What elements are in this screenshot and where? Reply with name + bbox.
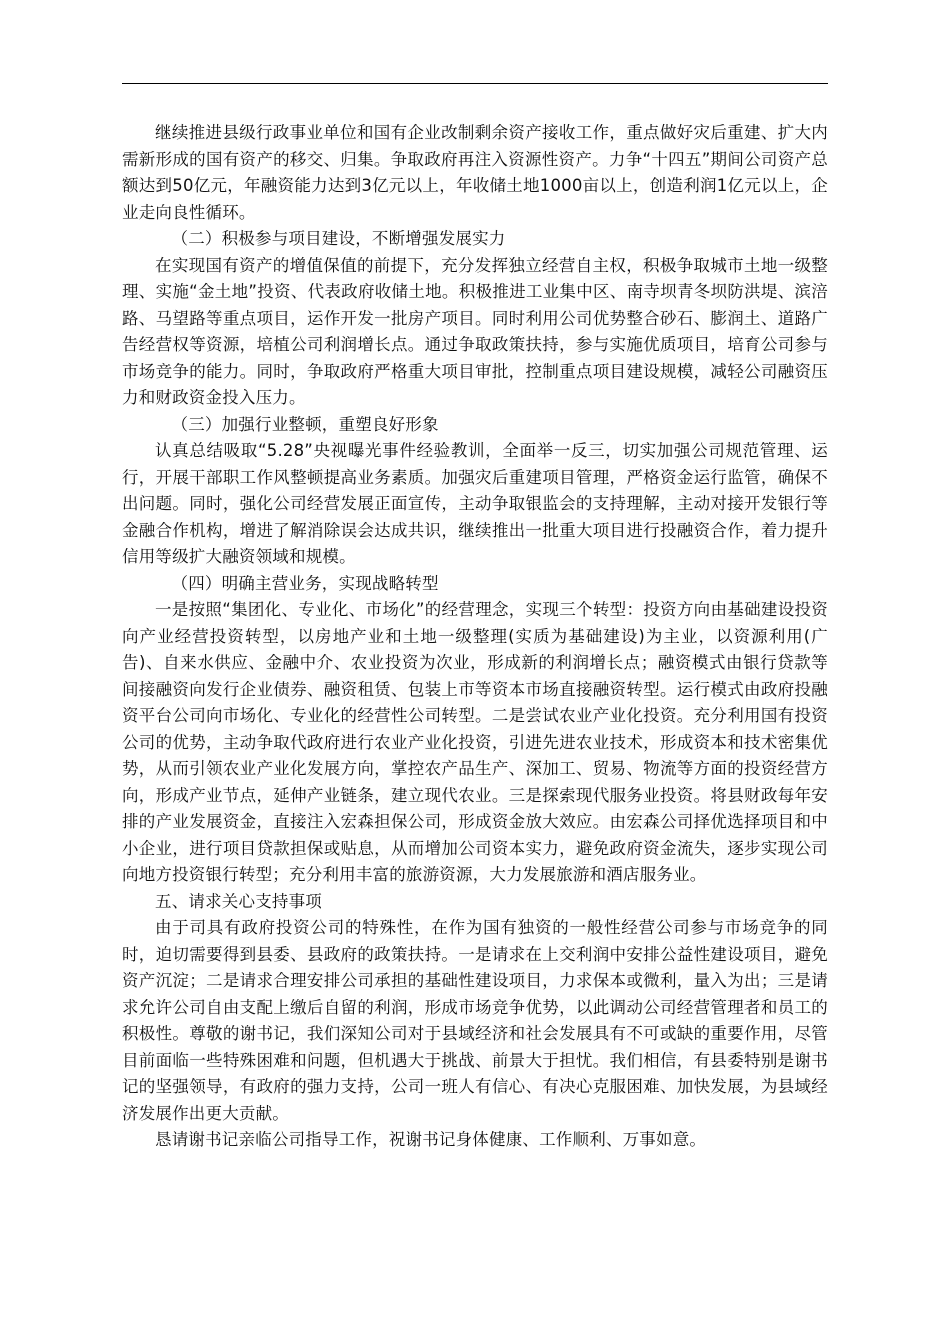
paragraph-closing: 恳请谢书记亲临公司指导工作，祝谢书记身体健康、工作顺利、万事如意。: [155, 1130, 707, 1149]
section-heading-2: （二）积极参与项目建设，不断增强发展实力: [171, 229, 506, 248]
section-heading-3: （三）加强行业整顿，重塑良好形象: [171, 414, 439, 434]
section-heading-4: （四）明确主营业务，实现战略转型: [171, 573, 439, 593]
section-heading-5: 五、请求关心支持事项: [155, 891, 322, 911]
paragraph-industry-rectification: 认真总结吸取“5.28”央视曝光事件经验教训，全面举一反三，切实加强公司规范管理、运行，开展干部职工作风整顿提高业务素质。加强灾后重建项目管理，严格资金运行监管，确保不出问题。同时，强化公司经营发展正面宣传，主动争取银监会的支持理解，主动对接开发银行等金融合作机构，增进了解消除误会达成共识，继续推出一批重大项目进行投融资合作，着力提升信用等级扩大融资领域和规模。: [122, 441, 828, 566]
header-rule: [122, 83, 828, 84]
paragraph-asset-transfer: 继续推进县级行政事业单位和国有企业改制剩余资产接收工作，重点做好灾后重建、扩大内需新形成的国有资产的移交、归集。争取政府再注入资源性资产。力争“十四五”期间公司资产总额达到50亿元，年融资能力达到3亿元以上，年收储土地1000亩以上，创造利润1亿元以上，企业走向良性循环。: [122, 123, 828, 222]
paragraph-support-requests: 由于司具有政府投资公司的特殊性，在作为国有独资的一般性经营公司参与市场竞争的同时，迫切需要得到县委、县政府的政策扶持。一是请求在上交利润中安排公益性建设项目，避免资产沉淀；二是请求合理安排公司承担的基础性建设项目，力求保本或微利，量入为出；三是请求允许公司自由支配上缴后自留的利润，形成市场竞争优势，以此调动公司经营管理者和员工的积极性。尊敬的谢书记，我们深知公司对于县域经济和社会发展具有不可或缺的重要作用，尽管目前面临一些特殊困难和问题，但机遇大于挑战、前景大于担忧。我们相信，有县委特别是谢书记的坚强领导，有政府的强力支持，公司一班人有信心、有决心克服困难、加快发展，为县域经济发展作出更大贡献。: [122, 918, 828, 1123]
paragraph-project-construction: 在实现国有资产的增值保值的前提下，充分发挥独立经营自主权，积极争取城市土地一级整理、实施“金土地”投资、代表政府收储土地。积极推进工业集中区、南寺坝青冬坝防洪堤、滨涪路、马望路等重点项目，运作开发一批房产项目。同时利用公司优势整合砂石、膨润土、道路广告经营权等资源，培植公司利润增长点。通过争取政策扶持，参与实施优质项目，培育公司参与市场竞争的能力。同时，争取政府严格重大项目审批，控制重点项目建设规模，减轻公司融资压力和财政资金投入压力。: [122, 255, 828, 407]
paragraph-strategic-transformation: 一是按照“集团化、专业化、市场化”的经营理念，实现三个转型：投资方向由基础建设投资向产业经营投资转型，以房地产业和土地一级整理(实质为基础建设)为主业，以资源利用(广告)、自来水供应、金融中介、农业投资为次业，形成新的利润增长点；融资模式由银行贷款等间接融资向发行企业债券、融资租赁、包装上市等资本市场直接融资转型。运行模式由政府投融资平台公司向市场化、专业化的经营性公司转型。二是尝试农业产业化投资。充分利用国有投资公司的优势，主动争取代政府进行农业产业化投资，引进先进农业技术，形成资本和技术密集优势，从而引领农业产业化发展方向，掌控农产品生产、深加工、贸易、物流等方面的投资经营方向，形成产业节点，延伸产业链条，建立现代农业。三是探索现代服务业投资。将县财政每年安排的产业发展资金，直接注入宏森担保公司，形成资金放大效应。由宏森公司择优选择项目和中小企业，进行项目贷款担保或贴息，从而增加公司资本实力，避免政府资金流失，逐步实现公司向地方投资银行转型；充分利用丰富的旅游资源，大力发展旅游和酒店服务业。: [122, 600, 828, 884]
document-body: [122, 120, 828, 1154]
